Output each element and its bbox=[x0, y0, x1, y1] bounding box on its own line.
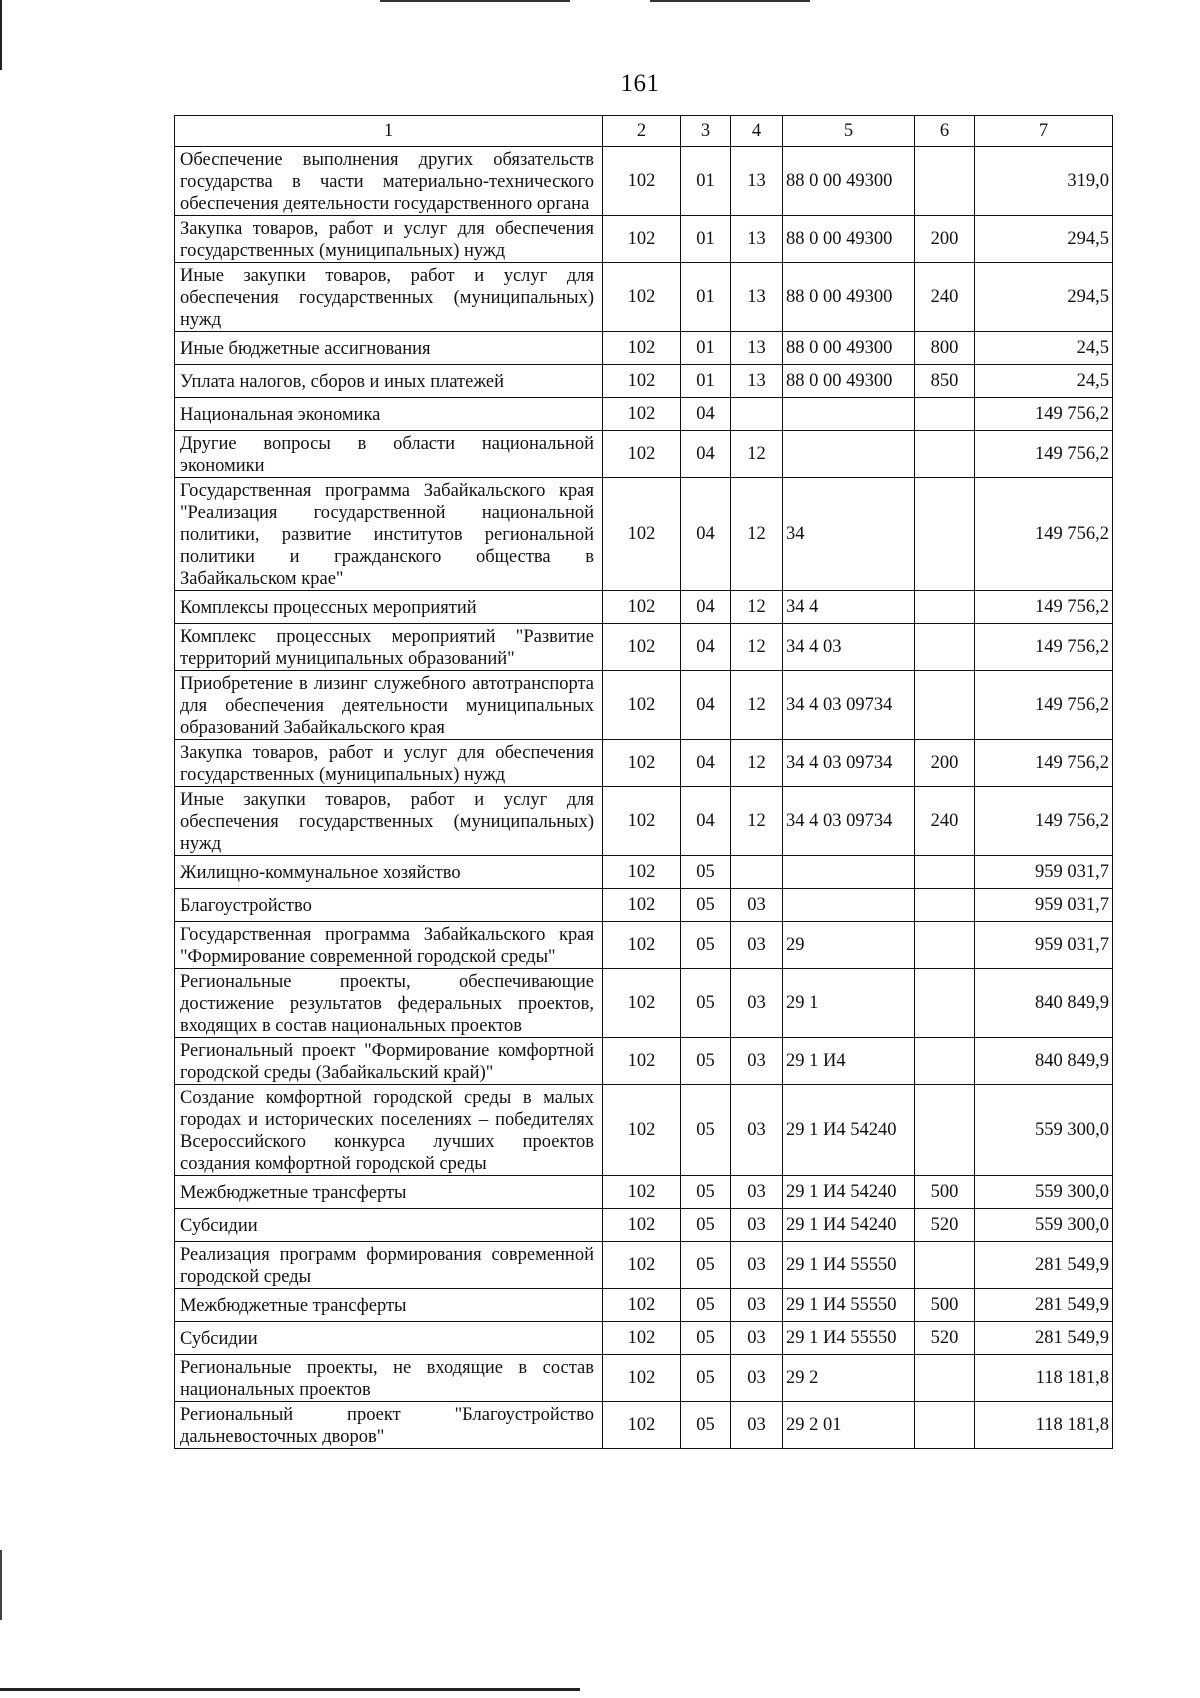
column-header: 5 bbox=[783, 116, 915, 147]
ministry-code-cell: 102 bbox=[603, 332, 681, 365]
amount-cell: 959 031,7 bbox=[975, 922, 1113, 969]
target-article-cell: 34 4 03 09734 bbox=[783, 787, 915, 856]
expense-type-cell: 200 bbox=[915, 740, 975, 787]
expense-type-cell bbox=[915, 1355, 975, 1402]
scan-edge-mark bbox=[0, 0, 2, 70]
subsection-code-cell: 03 bbox=[731, 1176, 783, 1209]
subsection-code-cell bbox=[731, 398, 783, 431]
amount-cell: 294,5 bbox=[975, 216, 1113, 263]
expense-type-cell bbox=[915, 1085, 975, 1176]
scan-top-artifact bbox=[380, 0, 570, 2]
expense-type-cell: 200 bbox=[915, 216, 975, 263]
target-article-cell: 29 1 И4 55550 bbox=[783, 1289, 915, 1322]
target-article-cell: 88 0 00 49300 bbox=[783, 147, 915, 216]
amount-cell: 959 031,7 bbox=[975, 889, 1113, 922]
section-code-cell: 04 bbox=[681, 671, 731, 740]
description-cell: Национальная экономика bbox=[175, 398, 603, 431]
column-header: 1 bbox=[175, 116, 603, 147]
section-code-cell: 05 bbox=[681, 922, 731, 969]
section-code-cell: 05 bbox=[681, 1355, 731, 1402]
description-cell: Региональные проекты, не входящие в состав национальных проектов bbox=[175, 1355, 603, 1402]
target-article-cell: 29 1 И4 55550 bbox=[783, 1242, 915, 1289]
amount-cell: 294,5 bbox=[975, 263, 1113, 332]
subsection-code-cell: 12 bbox=[731, 787, 783, 856]
subsection-code-cell: 03 bbox=[731, 1242, 783, 1289]
expense-type-cell bbox=[915, 969, 975, 1038]
table-row bbox=[175, 1322, 1113, 1355]
amount-cell: 559 300,0 bbox=[975, 1209, 1113, 1242]
expense-type-cell bbox=[915, 856, 975, 889]
ministry-code-cell: 102 bbox=[603, 365, 681, 398]
expense-type-cell bbox=[915, 1038, 975, 1085]
ministry-code-cell: 102 bbox=[603, 263, 681, 332]
amount-cell: 281 549,9 bbox=[975, 1289, 1113, 1322]
description-cell: Субсидии bbox=[175, 1322, 603, 1355]
description-cell: Реализация программ формирования современной городской среды bbox=[175, 1242, 603, 1289]
column-header: 2 bbox=[603, 116, 681, 147]
expense-type-cell bbox=[915, 591, 975, 624]
scan-bottom-line bbox=[0, 1688, 580, 1691]
target-article-cell: 34 4 03 09734 bbox=[783, 740, 915, 787]
target-article-cell bbox=[783, 889, 915, 922]
ministry-code-cell: 102 bbox=[603, 1242, 681, 1289]
amount-cell: 118 181,8 bbox=[975, 1402, 1113, 1449]
target-article-cell: 29 1 bbox=[783, 969, 915, 1038]
table-row bbox=[175, 1209, 1113, 1242]
description-cell: Иные закупки товаров, работ и услуг для обеспечения государственных (муниципальных) нужд bbox=[175, 263, 603, 332]
ministry-code-cell: 102 bbox=[603, 922, 681, 969]
section-code-cell: 05 bbox=[681, 1209, 731, 1242]
section-code-cell: 05 bbox=[681, 1242, 731, 1289]
amount-cell: 149 756,2 bbox=[975, 431, 1113, 478]
subsection-code-cell: 12 bbox=[731, 740, 783, 787]
subsection-code-cell: 13 bbox=[731, 216, 783, 263]
scan-edge-mark bbox=[0, 1550, 2, 1620]
ministry-code-cell: 102 bbox=[603, 740, 681, 787]
amount-cell: 559 300,0 bbox=[975, 1085, 1113, 1176]
target-article-cell: 88 0 00 49300 bbox=[783, 263, 915, 332]
section-code-cell: 05 bbox=[681, 889, 731, 922]
target-article-cell: 88 0 00 49300 bbox=[783, 365, 915, 398]
description-cell: Закупка товаров, работ и услуг для обеспечения государственных (муниципальных) нужд bbox=[175, 740, 603, 787]
ministry-code-cell: 102 bbox=[603, 889, 681, 922]
amount-cell: 24,5 bbox=[975, 332, 1113, 365]
table-row bbox=[175, 1038, 1113, 1085]
ministry-code-cell: 102 bbox=[603, 1176, 681, 1209]
page-number: 161 bbox=[620, 70, 660, 97]
expense-type-cell: 850 bbox=[915, 365, 975, 398]
description-cell: Государственная программа Забайкальского края "Реализация государственной национальной политики, развитие институтов региональной политики и гражданского общества в Забайкальском крае" bbox=[175, 478, 603, 591]
description-cell: Региональный проект "Благоустройство дальневосточных дворов" bbox=[175, 1402, 603, 1449]
target-article-cell: 34 4 03 09734 bbox=[783, 671, 915, 740]
description-cell: Приобретение в лизинг служебного автотранспорта для обеспечения деятельности муниципальных образований Забайкальского края bbox=[175, 671, 603, 740]
amount-cell: 319,0 bbox=[975, 147, 1113, 216]
ministry-code-cell: 102 bbox=[603, 787, 681, 856]
description-cell: Иные закупки товаров, работ и услуг для обеспечения государственных (муниципальных) нужд bbox=[175, 787, 603, 856]
section-code-cell: 01 bbox=[681, 216, 731, 263]
expense-type-cell: 240 bbox=[915, 787, 975, 856]
expense-type-cell bbox=[915, 1402, 975, 1449]
ministry-code-cell: 102 bbox=[603, 671, 681, 740]
description-cell: Комплекс процессных мероприятий "Развитие территорий муниципальных образований" bbox=[175, 624, 603, 671]
target-article-cell bbox=[783, 856, 915, 889]
expense-type-cell: 240 bbox=[915, 263, 975, 332]
target-article-cell bbox=[783, 431, 915, 478]
description-cell: Межбюджетные трансферты bbox=[175, 1289, 603, 1322]
subsection-code-cell: 03 bbox=[731, 1038, 783, 1085]
amount-cell: 149 756,2 bbox=[975, 591, 1113, 624]
column-header: 3 bbox=[681, 116, 731, 147]
expense-type-cell bbox=[915, 398, 975, 431]
ministry-code-cell: 102 bbox=[603, 1355, 681, 1402]
target-article-cell: 29 1 И4 54240 bbox=[783, 1209, 915, 1242]
expense-type-cell bbox=[915, 889, 975, 922]
section-code-cell: 01 bbox=[681, 332, 731, 365]
amount-cell: 840 849,9 bbox=[975, 969, 1113, 1038]
ministry-code-cell: 102 bbox=[603, 1402, 681, 1449]
section-code-cell: 05 bbox=[681, 1322, 731, 1355]
description-cell: Уплата налогов, сборов и иных платежей bbox=[175, 365, 603, 398]
amount-cell: 149 756,2 bbox=[975, 624, 1113, 671]
subsection-code-cell: 12 bbox=[731, 671, 783, 740]
table-row bbox=[175, 740, 1113, 787]
section-code-cell: 05 bbox=[681, 856, 731, 889]
subsection-code-cell: 03 bbox=[731, 1289, 783, 1322]
table-row bbox=[175, 431, 1113, 478]
target-article-cell: 29 1 И4 bbox=[783, 1038, 915, 1085]
expense-type-cell bbox=[915, 624, 975, 671]
description-cell: Региональный проект "Формирование комфортной городской среды (Забайкальский край)" bbox=[175, 1038, 603, 1085]
amount-cell: 118 181,8 bbox=[975, 1355, 1113, 1402]
amount-cell: 281 549,9 bbox=[975, 1242, 1113, 1289]
expense-type-cell: 520 bbox=[915, 1322, 975, 1355]
target-article-cell: 34 4 bbox=[783, 591, 915, 624]
target-article-cell: 34 bbox=[783, 478, 915, 591]
ministry-code-cell: 102 bbox=[603, 856, 681, 889]
column-header: 6 bbox=[915, 116, 975, 147]
section-code-cell: 05 bbox=[681, 1289, 731, 1322]
target-article-cell: 88 0 00 49300 bbox=[783, 216, 915, 263]
description-cell: Создание комфортной городской среды в малых городах и исторических поселениях – победителях Всероссийского конкурса лучших проектов создания комфортной городской среды bbox=[175, 1085, 603, 1176]
table-row bbox=[175, 969, 1113, 1038]
target-article-cell: 29 1 И4 55550 bbox=[783, 1322, 915, 1355]
amount-cell: 840 849,9 bbox=[975, 1038, 1113, 1085]
section-code-cell: 04 bbox=[681, 624, 731, 671]
target-article-cell: 88 0 00 49300 bbox=[783, 332, 915, 365]
column-header: 4 bbox=[731, 116, 783, 147]
table-row bbox=[175, 147, 1113, 216]
expense-type-cell bbox=[915, 478, 975, 591]
description-cell: Обеспечение выполнения других обязательств государства в части материально-технического обеспечения деятельности государственного органа bbox=[175, 147, 603, 216]
amount-cell: 281 549,9 bbox=[975, 1322, 1113, 1355]
description-cell: Региональные проекты, обеспечивающие достижение результатов федеральных проектов, входящих в состав национальных проектов bbox=[175, 969, 603, 1038]
table-row bbox=[175, 889, 1113, 922]
scan-top-artifact bbox=[650, 0, 810, 2]
expense-type-cell bbox=[915, 671, 975, 740]
section-code-cell: 04 bbox=[681, 478, 731, 591]
subsection-code-cell: 03 bbox=[731, 1322, 783, 1355]
amount-cell: 149 756,2 bbox=[975, 478, 1113, 591]
table-body bbox=[175, 147, 1113, 1449]
subsection-code-cell: 12 bbox=[731, 431, 783, 478]
target-article-cell: 29 2 bbox=[783, 1355, 915, 1402]
table-row bbox=[175, 1289, 1113, 1322]
ministry-code-cell: 102 bbox=[603, 216, 681, 263]
table-row bbox=[175, 398, 1113, 431]
subsection-code-cell: 12 bbox=[731, 591, 783, 624]
subsection-code-cell: 13 bbox=[731, 263, 783, 332]
section-code-cell: 04 bbox=[681, 431, 731, 478]
ministry-code-cell: 102 bbox=[603, 398, 681, 431]
expense-type-cell bbox=[915, 431, 975, 478]
section-code-cell: 04 bbox=[681, 398, 731, 431]
table-row bbox=[175, 1355, 1113, 1402]
table-row bbox=[175, 263, 1113, 332]
budget-table bbox=[174, 115, 1113, 1449]
section-code-cell: 05 bbox=[681, 1402, 731, 1449]
expense-type-cell: 500 bbox=[915, 1289, 975, 1322]
subsection-code-cell bbox=[731, 856, 783, 889]
description-cell: Закупка товаров, работ и услуг для обеспечения государственных (муниципальных) нужд bbox=[175, 216, 603, 263]
amount-cell: 24,5 bbox=[975, 365, 1113, 398]
subsection-code-cell: 12 bbox=[731, 624, 783, 671]
expense-type-cell: 520 bbox=[915, 1209, 975, 1242]
ministry-code-cell: 102 bbox=[603, 147, 681, 216]
table-row bbox=[175, 365, 1113, 398]
table-row bbox=[175, 624, 1113, 671]
expense-type-cell bbox=[915, 922, 975, 969]
ministry-code-cell: 102 bbox=[603, 1322, 681, 1355]
table-row bbox=[175, 1085, 1113, 1176]
subsection-code-cell: 03 bbox=[731, 1085, 783, 1176]
amount-cell: 149 756,2 bbox=[975, 740, 1113, 787]
target-article-cell bbox=[783, 398, 915, 431]
table-row bbox=[175, 478, 1113, 591]
table-header-row bbox=[175, 116, 1113, 147]
table-row bbox=[175, 1402, 1113, 1449]
expense-type-cell: 500 bbox=[915, 1176, 975, 1209]
table-row bbox=[175, 671, 1113, 740]
table-row bbox=[175, 216, 1113, 263]
ministry-code-cell: 102 bbox=[603, 478, 681, 591]
description-cell: Субсидии bbox=[175, 1209, 603, 1242]
subsection-code-cell: 13 bbox=[731, 147, 783, 216]
ministry-code-cell: 102 bbox=[603, 431, 681, 478]
subsection-code-cell: 03 bbox=[731, 1355, 783, 1402]
table-row bbox=[175, 332, 1113, 365]
ministry-code-cell: 102 bbox=[603, 969, 681, 1038]
target-article-cell: 29 1 И4 54240 bbox=[783, 1085, 915, 1176]
subsection-code-cell: 03 bbox=[731, 1402, 783, 1449]
table-row bbox=[175, 856, 1113, 889]
amount-cell: 559 300,0 bbox=[975, 1176, 1113, 1209]
subsection-code-cell: 13 bbox=[731, 365, 783, 398]
expense-type-cell bbox=[915, 1242, 975, 1289]
expense-type-cell: 800 bbox=[915, 332, 975, 365]
subsection-code-cell: 03 bbox=[731, 969, 783, 1038]
subsection-code-cell: 03 bbox=[731, 1209, 783, 1242]
ministry-code-cell: 102 bbox=[603, 1085, 681, 1176]
target-article-cell: 29 1 И4 54240 bbox=[783, 1176, 915, 1209]
target-article-cell: 29 2 01 bbox=[783, 1402, 915, 1449]
amount-cell: 149 756,2 bbox=[975, 787, 1113, 856]
subsection-code-cell: 12 bbox=[731, 478, 783, 591]
table-row bbox=[175, 591, 1113, 624]
subsection-code-cell: 03 bbox=[731, 889, 783, 922]
subsection-code-cell: 13 bbox=[731, 332, 783, 365]
section-code-cell: 05 bbox=[681, 969, 731, 1038]
description-cell: Благоустройство bbox=[175, 889, 603, 922]
section-code-cell: 01 bbox=[681, 365, 731, 398]
description-cell: Другие вопросы в области национальной экономики bbox=[175, 431, 603, 478]
target-article-cell: 29 bbox=[783, 922, 915, 969]
amount-cell: 149 756,2 bbox=[975, 671, 1113, 740]
description-cell: Межбюджетные трансферты bbox=[175, 1176, 603, 1209]
ministry-code-cell: 102 bbox=[603, 1209, 681, 1242]
section-code-cell: 05 bbox=[681, 1085, 731, 1176]
section-code-cell: 04 bbox=[681, 740, 731, 787]
section-code-cell: 04 bbox=[681, 591, 731, 624]
description-cell: Жилищно-коммунальное хозяйство bbox=[175, 856, 603, 889]
section-code-cell: 05 bbox=[681, 1038, 731, 1085]
ministry-code-cell: 102 bbox=[603, 1289, 681, 1322]
subsection-code-cell: 03 bbox=[731, 922, 783, 969]
section-code-cell: 01 bbox=[681, 147, 731, 216]
ministry-code-cell: 102 bbox=[603, 1038, 681, 1085]
description-cell: Комплексы процессных мероприятий bbox=[175, 591, 603, 624]
table-row bbox=[175, 787, 1113, 856]
ministry-code-cell: 102 bbox=[603, 591, 681, 624]
table-row bbox=[175, 922, 1113, 969]
column-header: 7 bbox=[975, 116, 1113, 147]
ministry-code-cell: 102 bbox=[603, 624, 681, 671]
table-row bbox=[175, 1176, 1113, 1209]
amount-cell: 959 031,7 bbox=[975, 856, 1113, 889]
target-article-cell: 34 4 03 bbox=[783, 624, 915, 671]
expense-type-cell bbox=[915, 147, 975, 216]
section-code-cell: 04 bbox=[681, 787, 731, 856]
description-cell: Иные бюджетные ассигнования bbox=[175, 332, 603, 365]
section-code-cell: 01 bbox=[681, 263, 731, 332]
amount-cell: 149 756,2 bbox=[975, 398, 1113, 431]
section-code-cell: 05 bbox=[681, 1176, 731, 1209]
table-row bbox=[175, 1242, 1113, 1289]
description-cell: Государственная программа Забайкальского края "Формирование современной городской среды" bbox=[175, 922, 603, 969]
